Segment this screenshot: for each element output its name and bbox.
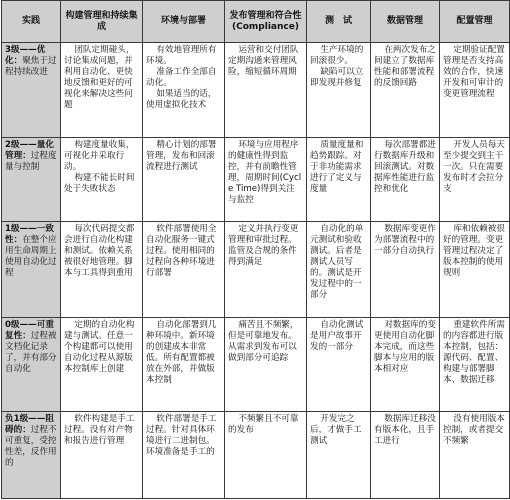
cell-text: 自动化测试是用户故事开发的一部分 <box>310 320 364 352</box>
header-row <box>2 1 510 43</box>
cell-text: 对数据库的变更使用自动化脚本完成，而这些脚本与应用的版本相对应 <box>374 320 436 374</box>
cell-text: 没有使用版本控制，或者提交不频繁 <box>443 414 505 446</box>
header-environment-deployment: 环境与部署 <box>143 1 225 43</box>
table-cell <box>61 138 143 222</box>
maturity-model-table <box>1 0 510 499</box>
cell-text: 有效地管理所有环境。 <box>146 45 217 66</box>
cell-text: 质量度量和趋势跟踪。对于非功能需求进行了定义与度量 <box>310 140 364 194</box>
cell-text: 自动化部署到几种环境中。新环境的创建成本非常低。所有配置都被放在外部，并做版本控制 <box>146 320 217 385</box>
table-cell <box>307 412 371 499</box>
level-description: 聚焦于过程持续改进 <box>5 56 57 77</box>
level-cell <box>2 412 61 499</box>
header-practice: 实践 <box>2 1 61 43</box>
cell-text: 软件部署使用全自动化服务一键式过程。使用相同的过程向各种环境进行部署 <box>146 224 217 278</box>
cell-text: 数据库变更作为部署流程中的一部分自动执行 <box>374 224 436 256</box>
level-cell <box>2 138 61 222</box>
table-cell <box>61 318 143 412</box>
table-cell <box>225 412 307 499</box>
cell-text: 缺陷可以立即发现并修复 <box>310 67 364 88</box>
level-description: 过程度量与控制 <box>5 151 57 172</box>
table-cell <box>440 318 510 412</box>
cell-text: 软件构建是手工过程。没有对产物和报告进行管理 <box>64 414 135 446</box>
cell-text: 构建不能长时间处于失败状态 <box>64 173 135 194</box>
cell-text: 精心计划的部署管理，发布和回滚流程进行测试 <box>146 140 217 172</box>
table-cell <box>225 43 307 138</box>
table-cell <box>143 138 225 222</box>
table-row <box>2 43 510 138</box>
level-description: 过程被文档化记录了，并有部分自动化 <box>5 331 57 374</box>
cell-text: 痛苦且不频繁，但是可靠地发布。从需求到发布可以做到部分可追踪 <box>228 320 299 363</box>
table-cell <box>225 138 307 222</box>
level-cell <box>2 43 61 138</box>
table-cell <box>143 412 225 499</box>
table-cell <box>440 412 510 499</box>
header-data-management: 数据管理 <box>371 1 440 43</box>
cell-text: 准备工作全部自动化。 <box>146 67 217 88</box>
table-row <box>2 412 510 499</box>
table-cell <box>440 43 510 138</box>
level-cell <box>2 222 61 318</box>
level-name: 1级——一致性： <box>5 224 54 245</box>
table-cell <box>440 222 510 318</box>
cell-text: 团队定期碰头，讨论集成问题，并利用自动化、更快地反馈和更好的可视化来解决这些问题 <box>64 45 135 110</box>
header-testing: 测 试 <box>307 1 371 43</box>
cell-text: 软件部署是手工过程。针对具体环境进行二进制包。环境准备是手工的 <box>146 414 217 457</box>
table-row <box>2 222 510 318</box>
cell-text: 库和依赖被很好的管理。变更管理过程决定了版本控制的使用规则 <box>443 224 505 278</box>
level-name: 3级——优化： <box>5 45 46 66</box>
table-row <box>2 138 510 222</box>
table-cell <box>440 138 510 222</box>
cell-text: 开发人员每天至少提交到主干一次。只在需要发布时才会拉分支 <box>443 140 505 194</box>
table-cell <box>371 318 440 412</box>
table-cell <box>371 412 440 499</box>
table-cell <box>143 318 225 412</box>
level-description: 过程不可重复，受控性差，反作用的 <box>5 425 57 468</box>
table-cell <box>307 318 371 412</box>
table-cell <box>307 138 371 222</box>
header-release-compliance: 发布管理和符合性(Compliance) <box>225 1 307 43</box>
cell-text: 定义并执行变更管理和审批过程。监管及合规的条件得到满足 <box>228 224 299 267</box>
table-cell <box>225 222 307 318</box>
table-cell <box>371 138 440 222</box>
cell-text: 每次部署都进行数据库升级和回滚测试。对数据库性能进行监控和优化 <box>374 140 436 194</box>
level-name: 负1级——阻碍的： <box>5 414 54 435</box>
cell-text: 重建软件所需的内容都进行版本控制，包括：源代码、配置、构建与部署脚本、数据迁移 <box>443 320 505 385</box>
cell-text: 定期验证配置管理是否支持高效的合作，快速开发和可审计的变更管理流程 <box>443 45 505 99</box>
cell-text: 生产环境的回滚很少。 <box>310 45 364 66</box>
level-name: 2级——量化管理： <box>5 140 54 161</box>
cell-text: 构建度量收集，可视化并采取行动。 <box>64 140 135 172</box>
header-build-ci: 构建管理和持续集成 <box>61 1 143 43</box>
header-configuration-management: 配置管理 <box>440 1 510 43</box>
cell-text: 每次代码提交都会进行自动化构建和测试。依赖关系被很好地管理。脚本与工具得到重用 <box>64 224 135 278</box>
cell-text: 数据库迁移没有版本化，且手工进行 <box>374 414 436 446</box>
table-cell <box>371 43 440 138</box>
cell-text: 自动化的单元测试和验收测试。后者是测试人员写的。测试是开发过程中的一部分 <box>310 224 364 300</box>
table-cell <box>307 222 371 318</box>
cell-text: 开发完之后，才做手工测试 <box>310 414 362 446</box>
level-name: 0级——可重复性： <box>5 320 54 341</box>
cell-text: 环境与应用程序的健康性得到监控，并有前瞻性管理，周期时间(Cycle Time)得到关注与监控 <box>228 140 302 205</box>
table-cell <box>143 222 225 318</box>
table-row <box>2 318 510 412</box>
level-cell <box>2 318 61 412</box>
cell-text: 定期的自动化构建与测试。任意一个构建都可以使用自动化过程从源版本控制库上创建 <box>64 320 135 374</box>
cell-text: 在两次发布之间建立了数据库性能和部署流程的反馈回路 <box>374 45 436 88</box>
table-cell <box>225 318 307 412</box>
level-description: 在整个应用生命周期上使用自动化过程 <box>5 235 57 278</box>
table-cell <box>371 222 440 318</box>
cell-text: 不频繁且不可靠的发布 <box>228 414 299 435</box>
table-cell <box>61 43 143 138</box>
table-cell <box>61 412 143 499</box>
table-cell <box>307 43 371 138</box>
cell-text: 如果适当的话，使用虚拟化技术 <box>146 89 217 110</box>
table-cell <box>61 222 143 318</box>
cell-text: 运营和交付团队定期沟通来管理风险，缩短循环周期 <box>228 45 299 77</box>
table-cell <box>143 43 225 138</box>
